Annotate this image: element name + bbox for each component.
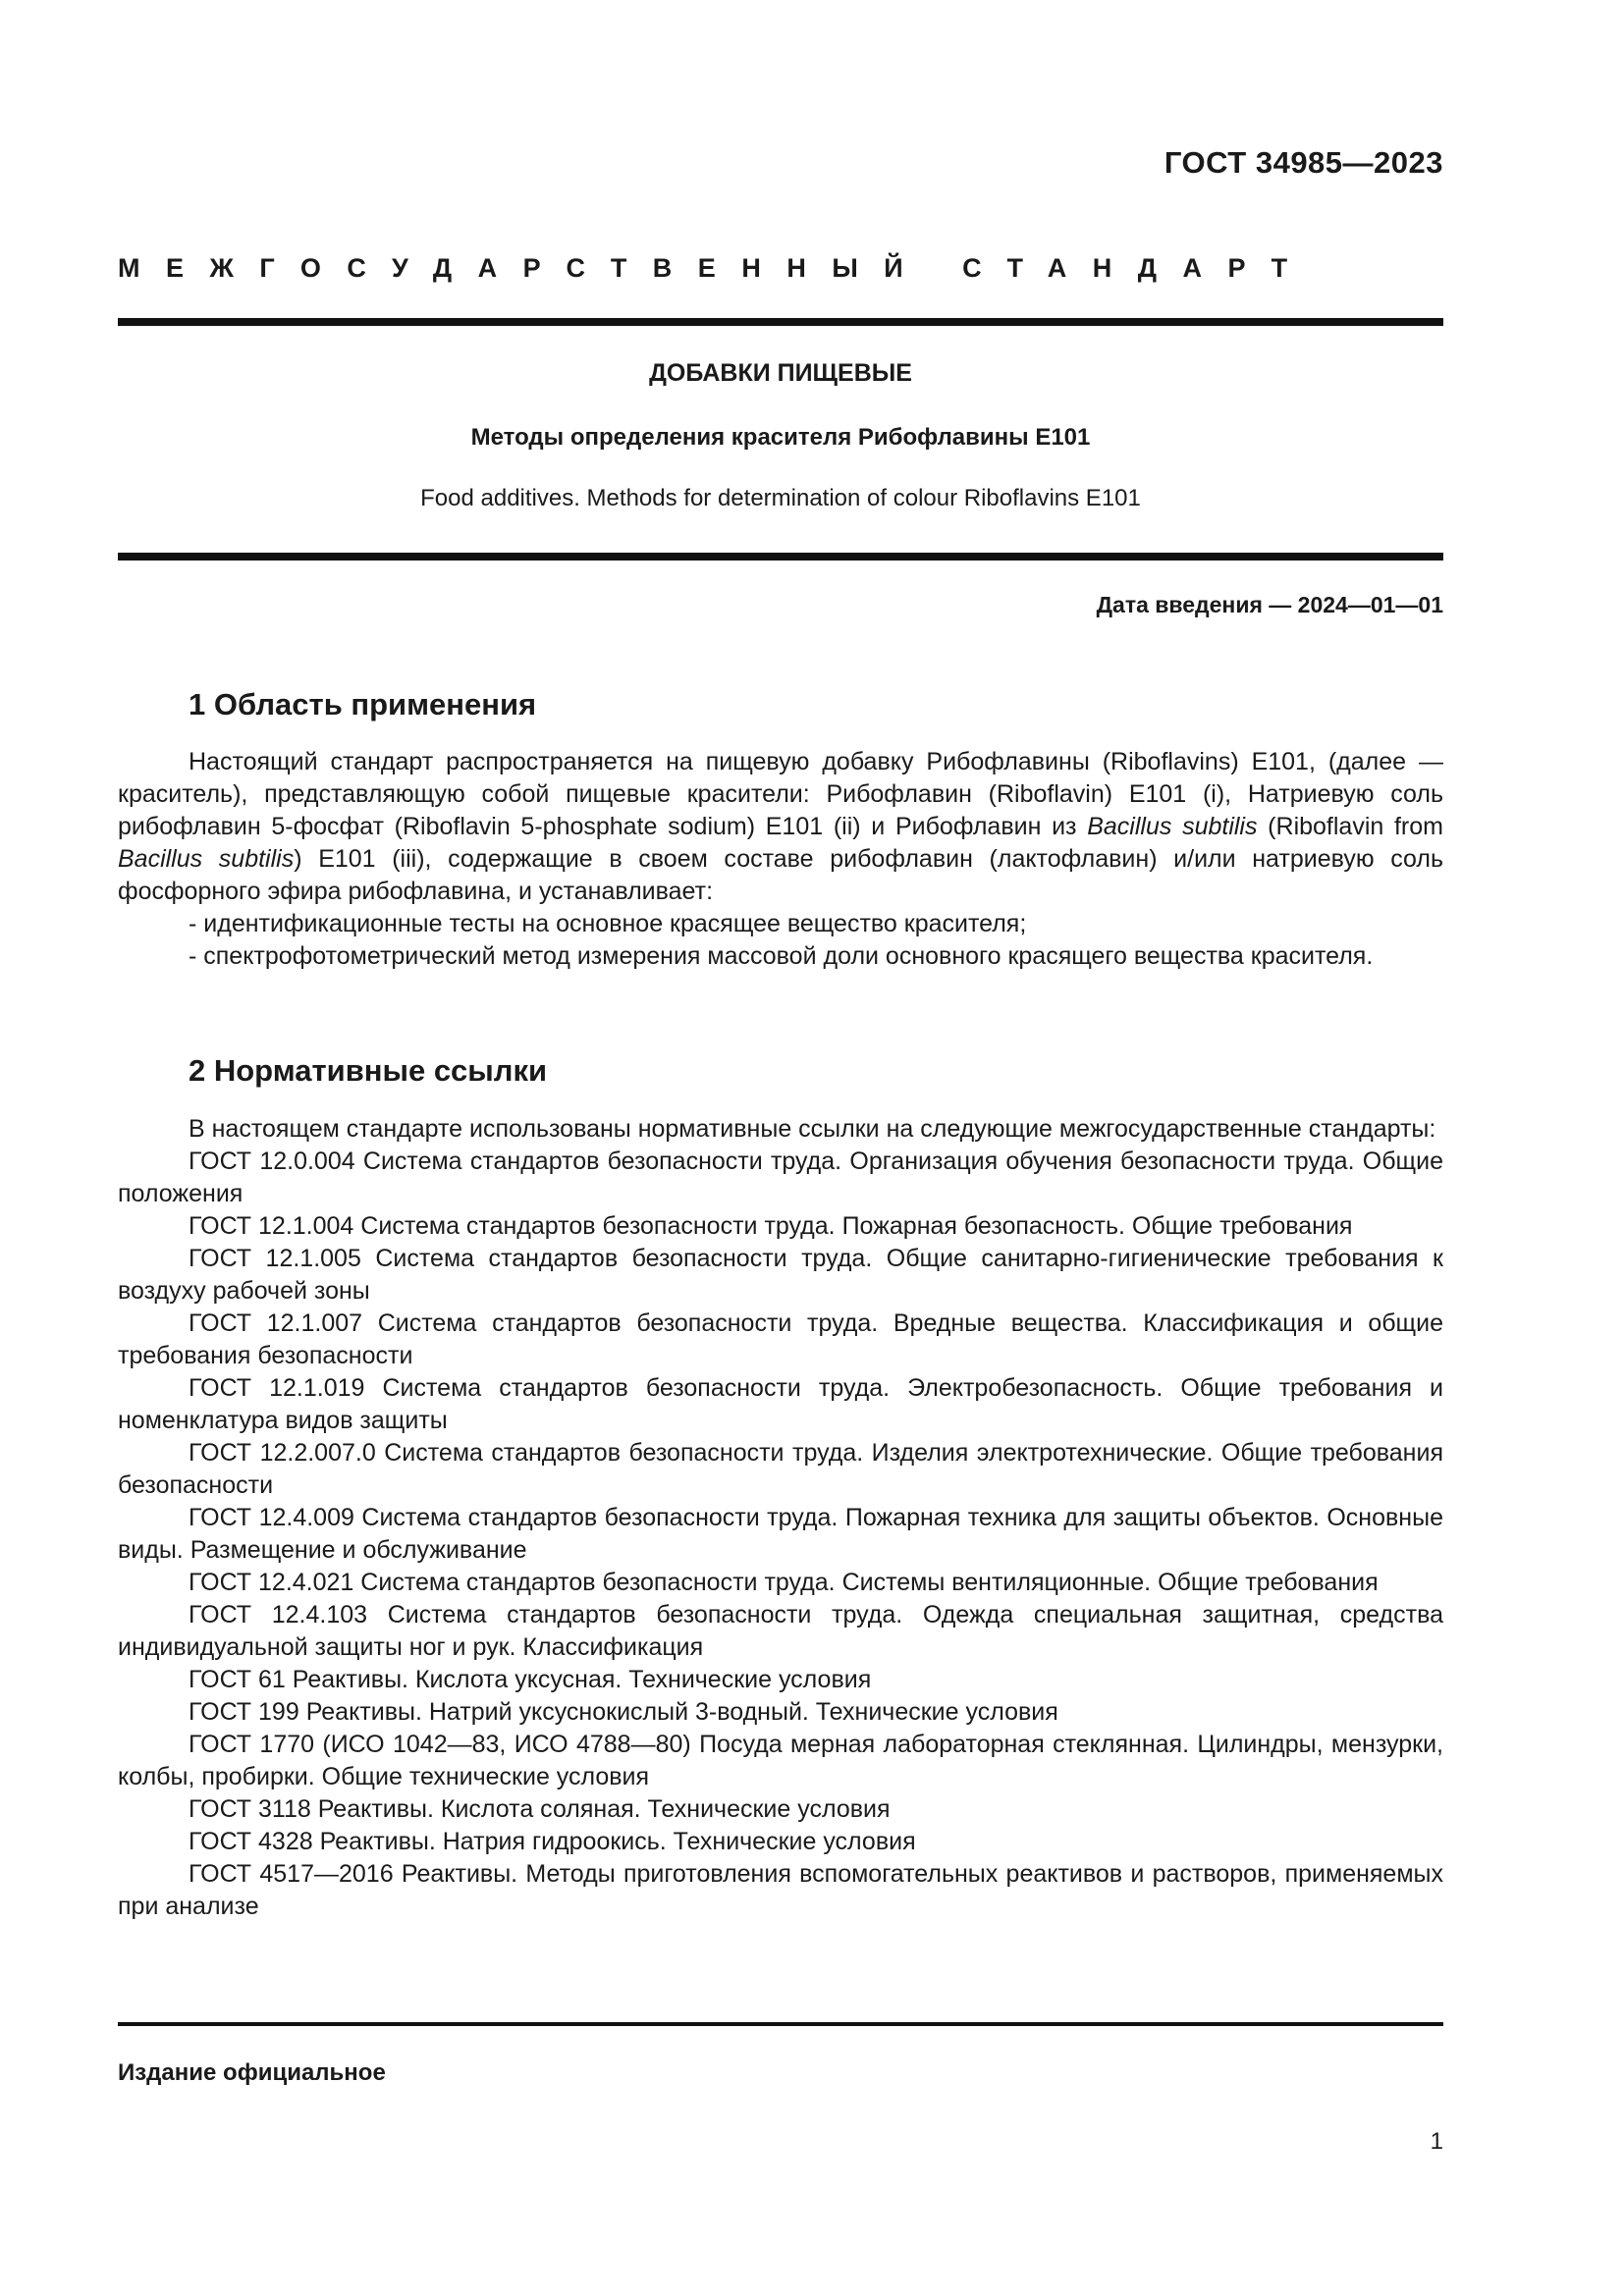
reference-item [118, 1210, 1443, 1243]
reference-code: ГОСТ 12.1.004 [189, 1212, 354, 1240]
scope-text-1: Настоящий стандарт распространяется на пищевую добавку Рибофлавины (Riboflavins) Е101, (далее — краситель), представляющую собой пищевые красители: Рибофлавин (Riboflavin) Е101 (i), Натриевую соль рибофлавин 5-фосфат (Riboflavin 5-phosphate sodium) Е101 (ii) и Рибофлавин из [118, 748, 1443, 840]
scope-text-3: ) Е101 (iii), содержащие в своем составе рибофлавин (лактофлавин) и/или натриевую соль фосфорного эфира рибофлавина, и устанавливает: [118, 845, 1443, 905]
reference-text: Система стандартов безопасности труда. Одежда специальная защитная, средства индивидуальной защиты ног и рук. Классификация [118, 1601, 1443, 1661]
reference-item [118, 1793, 1443, 1826]
scope-italic-2: Bacillus subtilis [118, 845, 295, 873]
reference-text: Система стандартов безопасности труда. Электробезопасность. Общие требования и номенклатура видов защиты [118, 1374, 1443, 1434]
reference-code: ГОСТ 12.4.103 [189, 1601, 368, 1629]
reference-text: Система стандартов безопасности труда. Вредные вещества. Классификация и общие требования безопасности [118, 1309, 1443, 1369]
reference-text: Система стандартов безопасности труда. Системы вентиляционные. Общие требования [360, 1569, 1379, 1596]
reference-text: Посуда мерная лабораторная стеклянная. Цилиндры, мензурки, колбы, пробирки. Общие технические условия [118, 1731, 1443, 1790]
reference-text: Реактивы. Методы приготовления вспомогательных реактивов и растворов, применяемых при анализе [118, 1860, 1443, 1920]
reference-item [118, 1372, 1443, 1437]
page-number: 1 [1430, 2128, 1443, 2155]
reference-text: Реактивы. Кислота уксусная. Технические условия [292, 1666, 872, 1693]
reference-item [118, 1696, 1443, 1729]
intro-date: Дата введения — 2024—01—01 [1096, 592, 1443, 617]
reference-item [118, 1826, 1443, 1858]
reference-code: ГОСТ 12.1.005 [189, 1245, 361, 1272]
standard-type: МЕЖГОСУДАРСТВЕННЫЙ СТАНДАРТ [118, 253, 1314, 283]
reference-item [118, 1567, 1443, 1599]
reference-text: Система стандартов безопасности труда. Организация обучения безопасности труда. Общие положения [118, 1148, 1443, 1207]
reference-text: Система стандартов безопасности труда. Пожарная безопасность. Общие требования [360, 1212, 1353, 1240]
reference-code: ГОСТ 12.2.007.0 [189, 1439, 376, 1467]
reference-item [118, 1729, 1443, 1793]
title-main: ДОБАВКИ ПИЩЕВЫЕ [649, 359, 912, 387]
section-1-title: 1 Область применения [189, 687, 537, 721]
section-1-body [118, 746, 1443, 973]
title-sub: Методы определения красителя Рибофлавины Е101 [470, 424, 1091, 451]
reference-code: ГОСТ 12.4.009 [189, 1504, 354, 1531]
reference-code: ГОСТ 12.0.004 [189, 1148, 355, 1175]
section-1-paragraph [118, 746, 1443, 908]
reference-code: ГОСТ 12.4.021 [189, 1569, 354, 1596]
footer-rule [118, 2022, 1443, 2026]
reference-code: ГОСТ 3118 [189, 1795, 311, 1823]
reference-code: ГОСТ 1770 (ИСО 1042—83, ИСО 4788—80) [189, 1731, 691, 1758]
reference-text: Реактивы. Натрий уксуснокислый 3-водный. Технические условия [305, 1698, 1058, 1726]
section-2-title: 2 Нормативные ссылки [189, 1053, 548, 1088]
reference-item [118, 1146, 1443, 1210]
reference-item [118, 1664, 1443, 1696]
title-english: Food additives. Methods for determination of colour Riboflavins E101 [420, 485, 1141, 511]
scope-italic-1: Bacillus subtilis [1087, 813, 1258, 840]
list-item: - идентификационные тесты на основное красящее вещество красителя; [189, 910, 1027, 937]
list-item: - спектрофотометрический метод измерения массовой доли основного красящего вещества красителя. [189, 942, 1374, 970]
reference-code: ГОСТ 61 [189, 1666, 286, 1693]
reference-code: ГОСТ 4328 [189, 1828, 313, 1855]
reference-item [118, 1599, 1443, 1664]
reference-item [118, 1858, 1443, 1923]
reference-text: Система стандартов безопасности труда. Пожарная техника для защиты объектов. Основные виды. Размещение и обслуживание [118, 1504, 1443, 1564]
scope-text-2: (Riboflavin from [1257, 813, 1443, 840]
section-2-body [118, 1113, 1443, 1923]
reference-text: Система стандартов безопасности труда. Общие санитарно-гигиенические требования к воздуху рабочей зоны [118, 1245, 1443, 1305]
reference-text: Реактивы. Натрия гидроокись. Технические условия [319, 1828, 916, 1855]
reference-text: Система стандартов безопасности труда. Изделия электротехнические. Общие требования безопасности [118, 1439, 1443, 1499]
reference-text: Реактивы. Кислота соляная. Технические условия [317, 1795, 891, 1823]
header-rule [118, 318, 1443, 326]
reference-item [118, 1502, 1443, 1567]
reference-code: ГОСТ 12.1.007 [189, 1309, 363, 1337]
reference-code: ГОСТ 4517—2016 [189, 1860, 394, 1888]
reference-item [118, 1437, 1443, 1502]
official-edition: Издание официальное [118, 2059, 386, 2086]
reference-item [118, 1243, 1443, 1308]
section-2-intro: В настоящем стандарте использованы нормативные ссылки на следующие межгосударственные стандарты: [189, 1115, 1436, 1143]
doc-number: ГОСТ 34985—2023 [1164, 145, 1443, 180]
title-rule [118, 553, 1443, 561]
reference-code: ГОСТ 12.1.019 [189, 1374, 365, 1402]
reference-code: ГОСТ 199 [189, 1698, 299, 1726]
reference-item [118, 1308, 1443, 1372]
